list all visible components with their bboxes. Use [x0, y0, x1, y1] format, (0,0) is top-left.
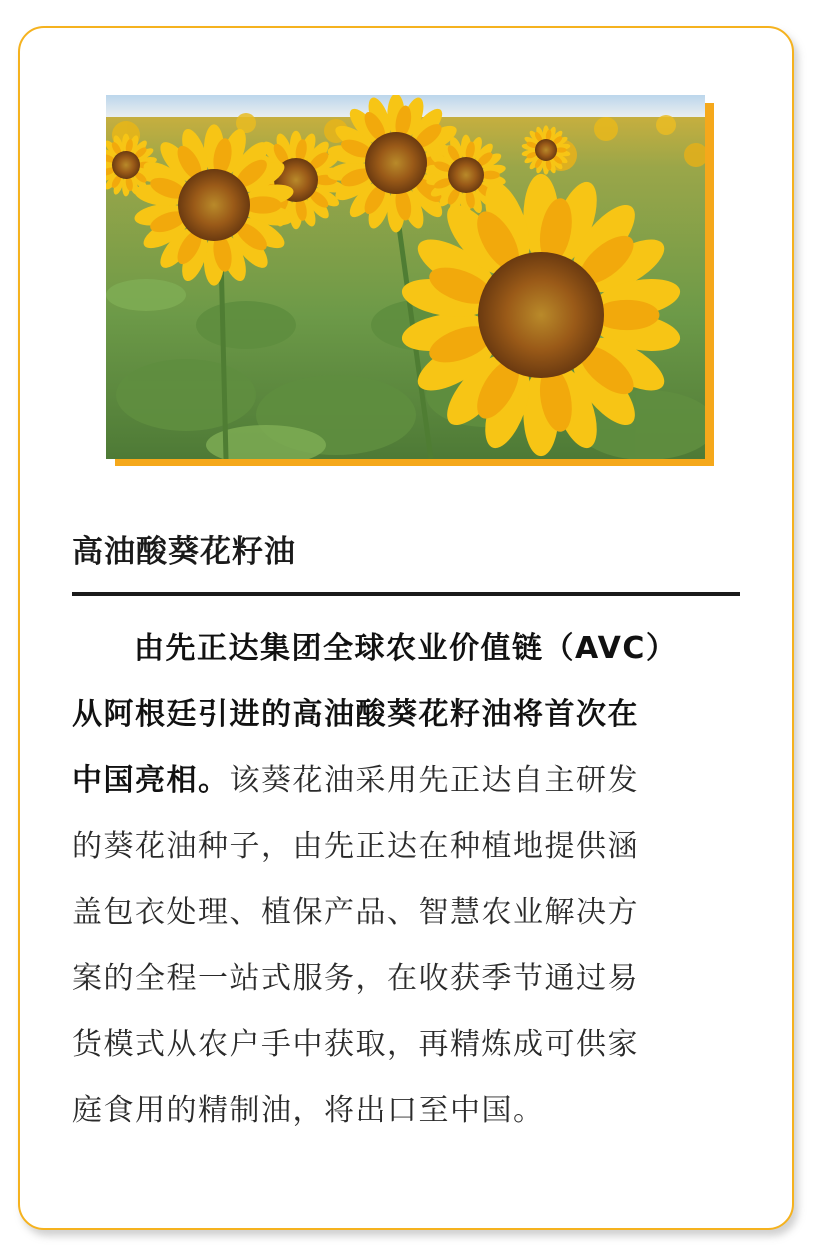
- text-run: 该葵花油采用先正达自主研发: [229, 763, 639, 798]
- section-title: 高油酸葵花籽油: [72, 534, 296, 570]
- article-paragraph: [72, 616, 752, 1144]
- title-divider: [72, 592, 740, 596]
- sunflower-photo: [106, 95, 705, 459]
- text-line: 货模式从农户手中获取，再精炼成可供家: [72, 1027, 639, 1062]
- bold-lead: 中国亮相。: [72, 763, 230, 798]
- text-line: 案的全程一站式服务，在收获季节通过易: [72, 961, 639, 996]
- text-line: [72, 748, 752, 814]
- text-line: 由先正达集团全球农业价值链（AVC）: [134, 631, 678, 666]
- text-line: 的葵花油种子，由先正达在种植地提供涵: [72, 829, 639, 864]
- text-line: 庭食用的精制油，将出口至中国。: [72, 1093, 545, 1128]
- text-line: 盖包衣处理、植保产品、智慧农业解决方: [72, 895, 639, 930]
- text-line: 从阿根廷引进的高油酸葵花籽油将首次在: [72, 697, 639, 732]
